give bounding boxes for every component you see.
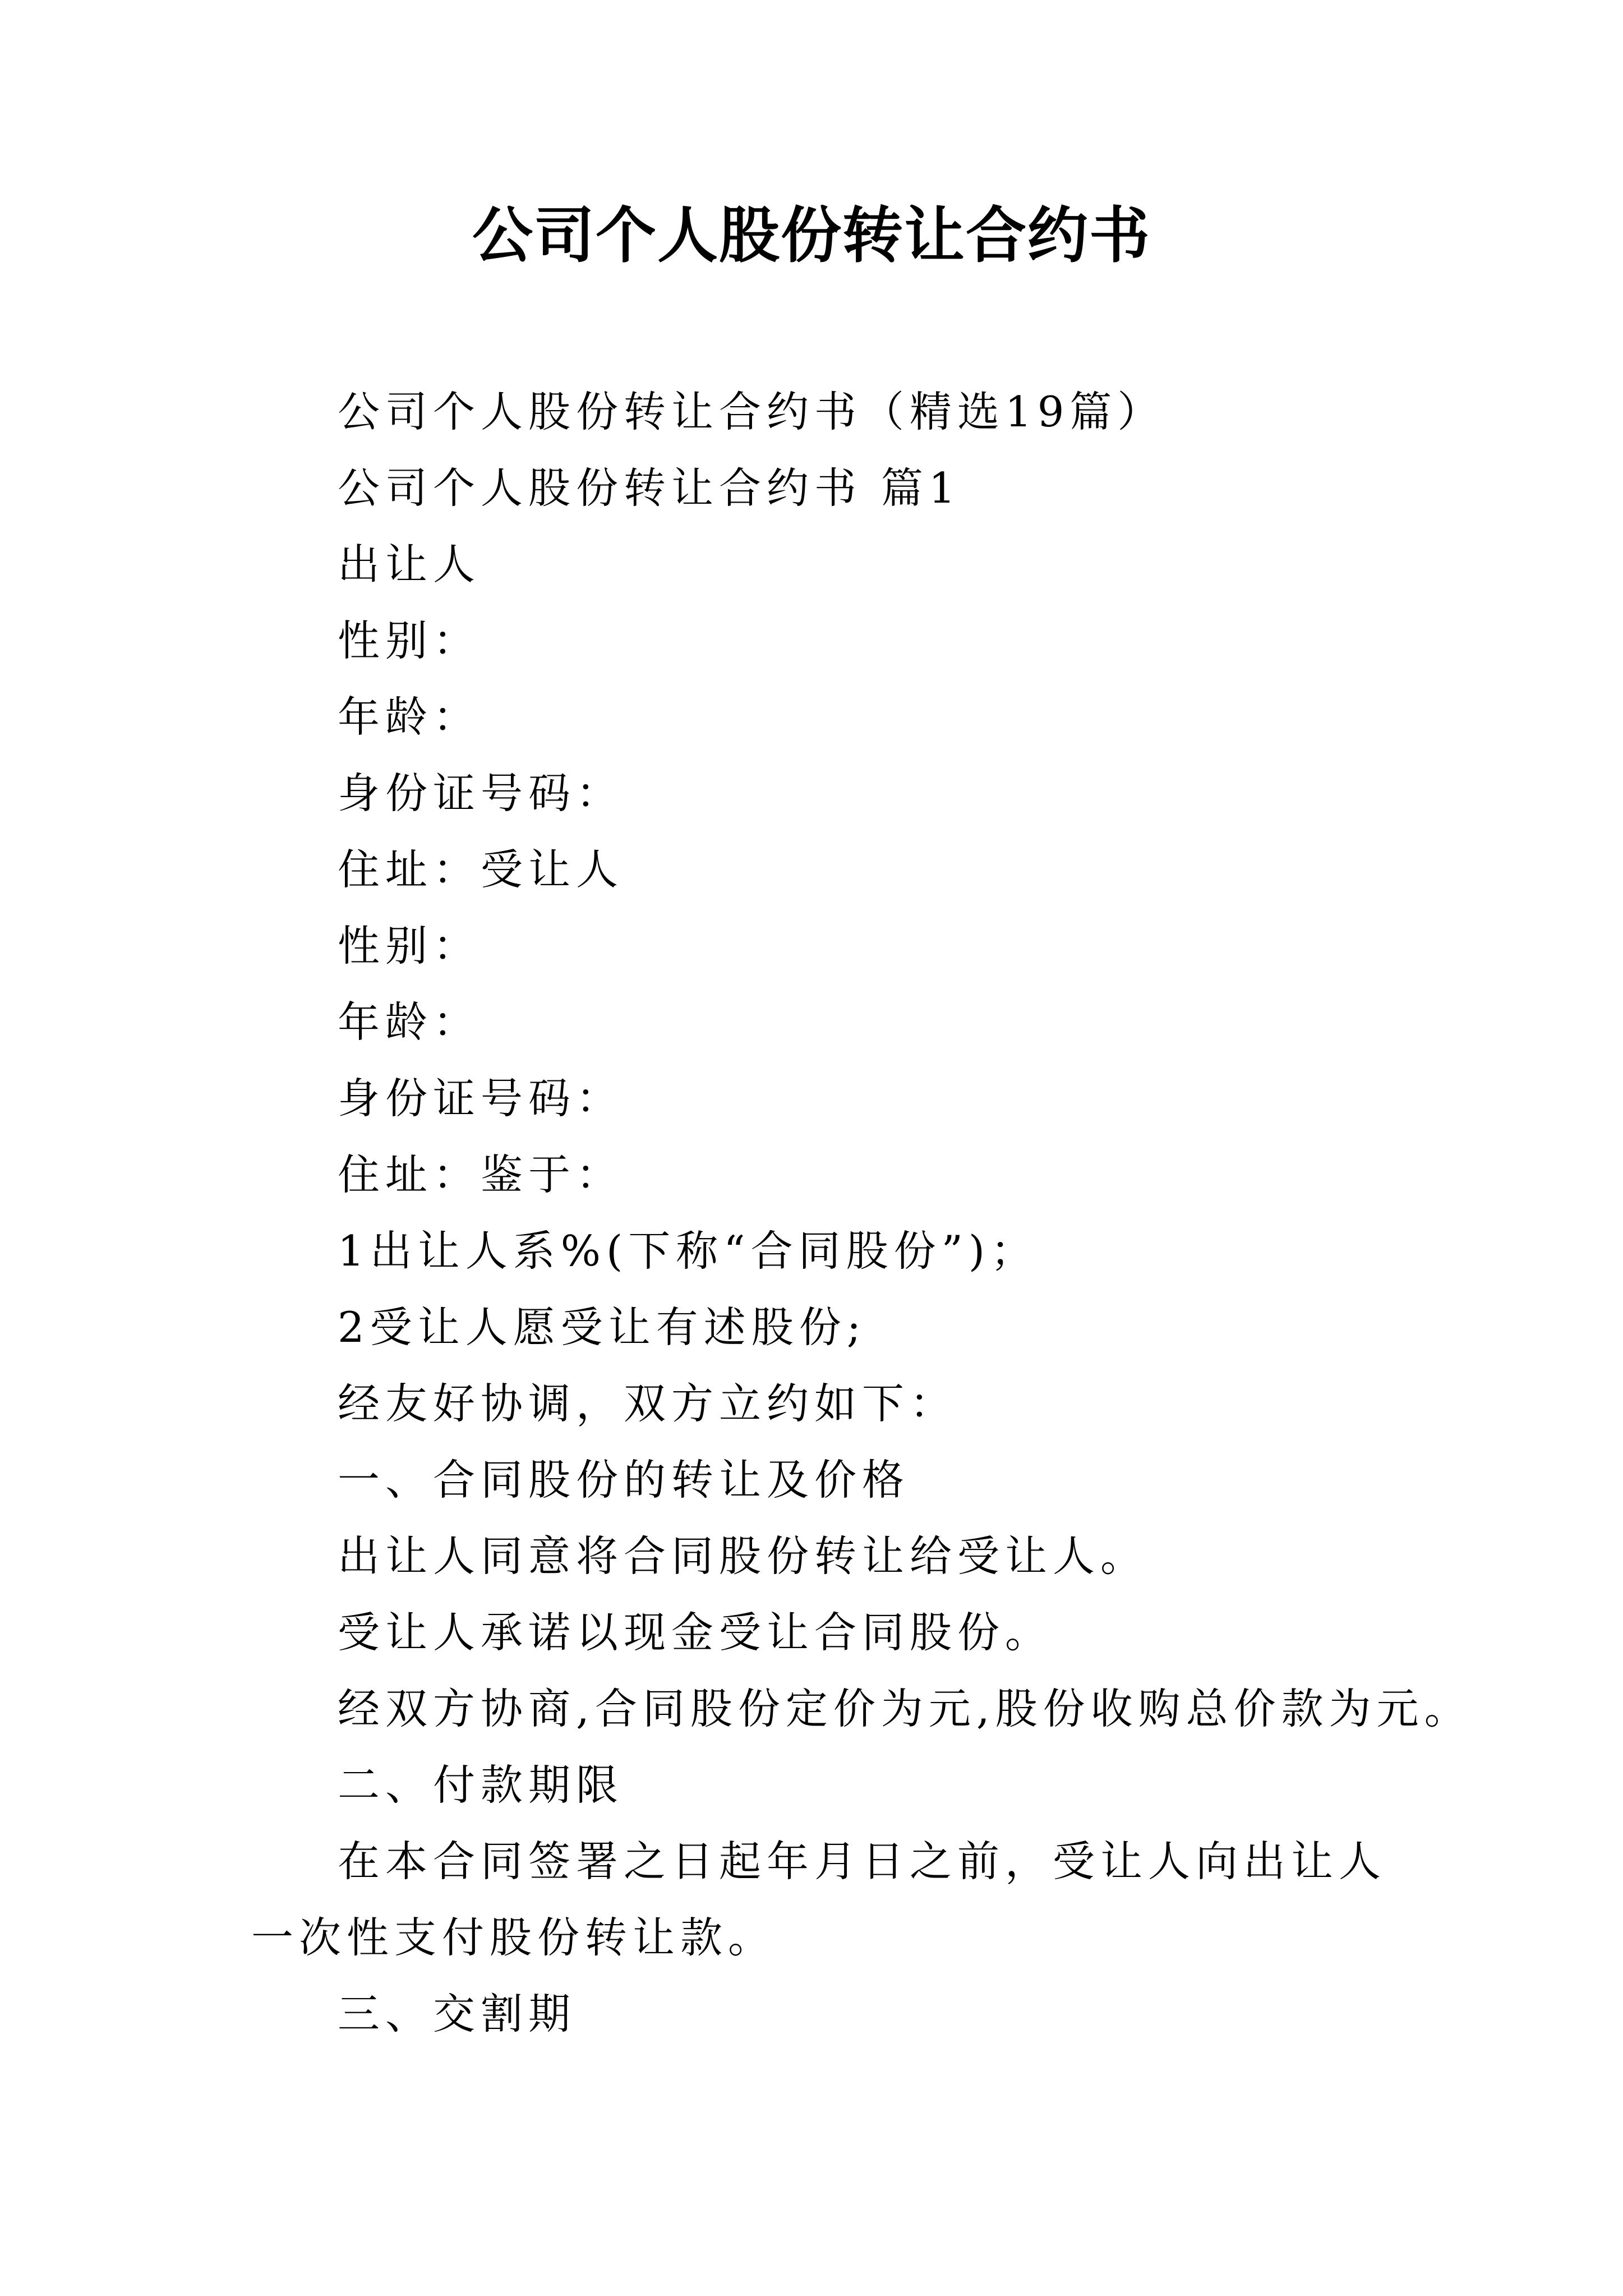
paragraph-clause-2-text: 在本合同签署之日起年月日之前，受让人向出让人一次性支付股份转让款。	[251, 1837, 1387, 1962]
paragraph-transferor: 出让人	[338, 540, 481, 589]
paragraph-transferor-age: 年龄：	[338, 692, 481, 742]
paragraph-agreement-intro: 经友好协调，双方立约如下：	[338, 1379, 958, 1428]
paragraph-transferee-address: 住址：鉴于：	[338, 1150, 624, 1199]
paragraph-clause-1-text-b: 受让人承诺以现金受让合同股份。	[338, 1608, 1053, 1657]
document-title: 公司个人股份转让合约书	[472, 200, 1151, 271]
paragraph-transferee-age: 年龄：	[338, 997, 481, 1047]
paragraph-recital-1: 1出让人系%(下称“合同股份”)；	[338, 1226, 1039, 1276]
paragraph-section-heading: 公司个人股份转让合约书 篇1	[338, 463, 961, 513]
paragraph-transferee-id: 身份证号码：	[338, 1074, 624, 1123]
paragraph-transferor-id: 身份证号码：	[338, 769, 624, 818]
paragraph-recital-2: 2受让人愿受让有述股份;	[338, 1303, 866, 1352]
paragraph-clause-2-heading: 二、付款期限	[338, 1760, 624, 1810]
paragraph-clause-1-heading: 一、合同股份的转让及价格	[338, 1455, 910, 1504]
paragraph-transferor-address: 住址：受让人	[338, 845, 624, 894]
paragraph-clause-1-text-a: 出让人同意将合同股份转让给受让人。	[338, 1531, 1149, 1581]
document-body	[251, 374, 1472, 2052]
paragraph-transferee-gender: 性别：	[338, 921, 481, 970]
paragraph-clause-3-heading: 三、交割期	[338, 1989, 577, 2039]
paragraph-transferor-gender: 性别：	[338, 616, 481, 665]
paragraph-subtitle: 公司个人股份转让合约书（精选19篇）	[338, 387, 1165, 436]
paragraph-clause-1-text-c: 经双方协商,合同股份定价为元,股份收购总价款为元。	[338, 1684, 1472, 1733]
